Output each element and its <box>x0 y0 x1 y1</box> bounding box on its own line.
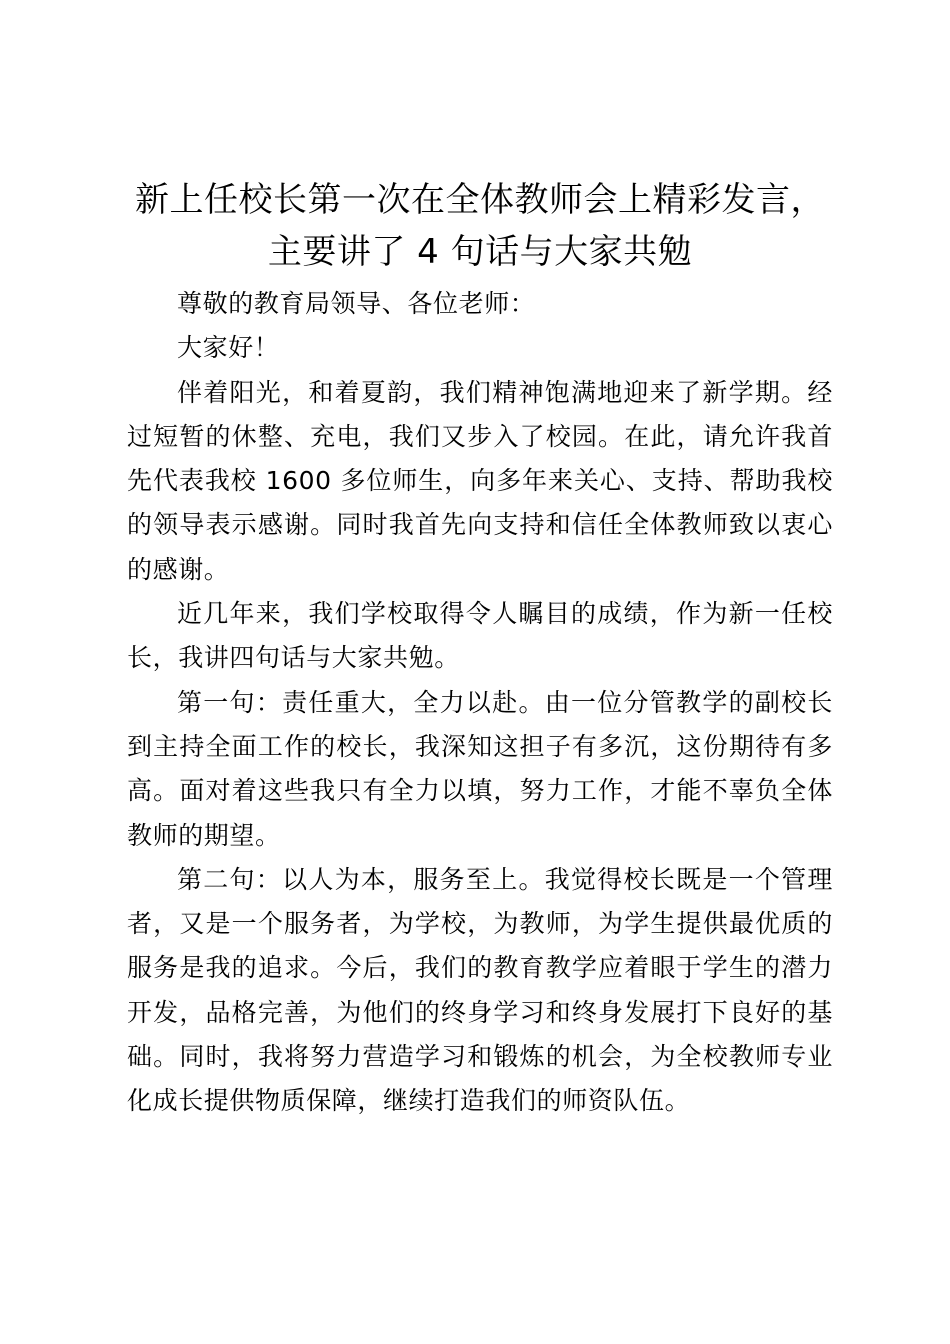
title-line-2: 主要讲了 4 句话与大家共勉 <box>267 232 693 272</box>
body-paragraph: 第一句：责任重大，全力以赴。由一位分管教学的副校长到主持全面工作的校长，我深知这担子有多沉，这份期待有多高。面对着这些我只有全力以填，努力工作，才能不辜负全体教师的期望。 <box>127 687 833 850</box>
document-title <box>127 174 833 278</box>
body-paragraph: 第二句：以人为本，服务至上。我觉得校长既是一个管理者，又是一个服务者，为学校，为教师，为学生提供最优质的服务是我的追求。今后，我们的教育教学应着眼于学生的潜力开发，品格完善，为他们的终身学习和终身发展打下良好的基础。同时，我将努力营造学习和锻炼的机会，为全校教师专业化成长提供物质保障，继续打造我们的师资队伍。 <box>127 864 833 1116</box>
salutation: 尊敬的教育局领导、各位老师： <box>177 289 536 318</box>
greeting: 大家好！ <box>177 333 280 363</box>
title-line-1: 新上任校长第一次在全体教师会上精彩发言， <box>135 180 825 220</box>
document-page <box>127 174 833 1124</box>
body-paragraph: 近几年来，我们学校取得令人瞩目的成绩，作为新一任校长，我讲四句话与大家共勉。 <box>127 599 833 673</box>
body-paragraph: 伴着阳光，和着夏韵，我们精神饱满地迎来了新学期。经过短暂的休整、充电，我们又步入了校园。在此，请允许我首先代表我校 1600 多位师生，向多年来关心、支持、帮助我校的领导表示感谢。同时我首先向支持和信任全体教师致以衷心的感谢。 <box>127 377 833 584</box>
